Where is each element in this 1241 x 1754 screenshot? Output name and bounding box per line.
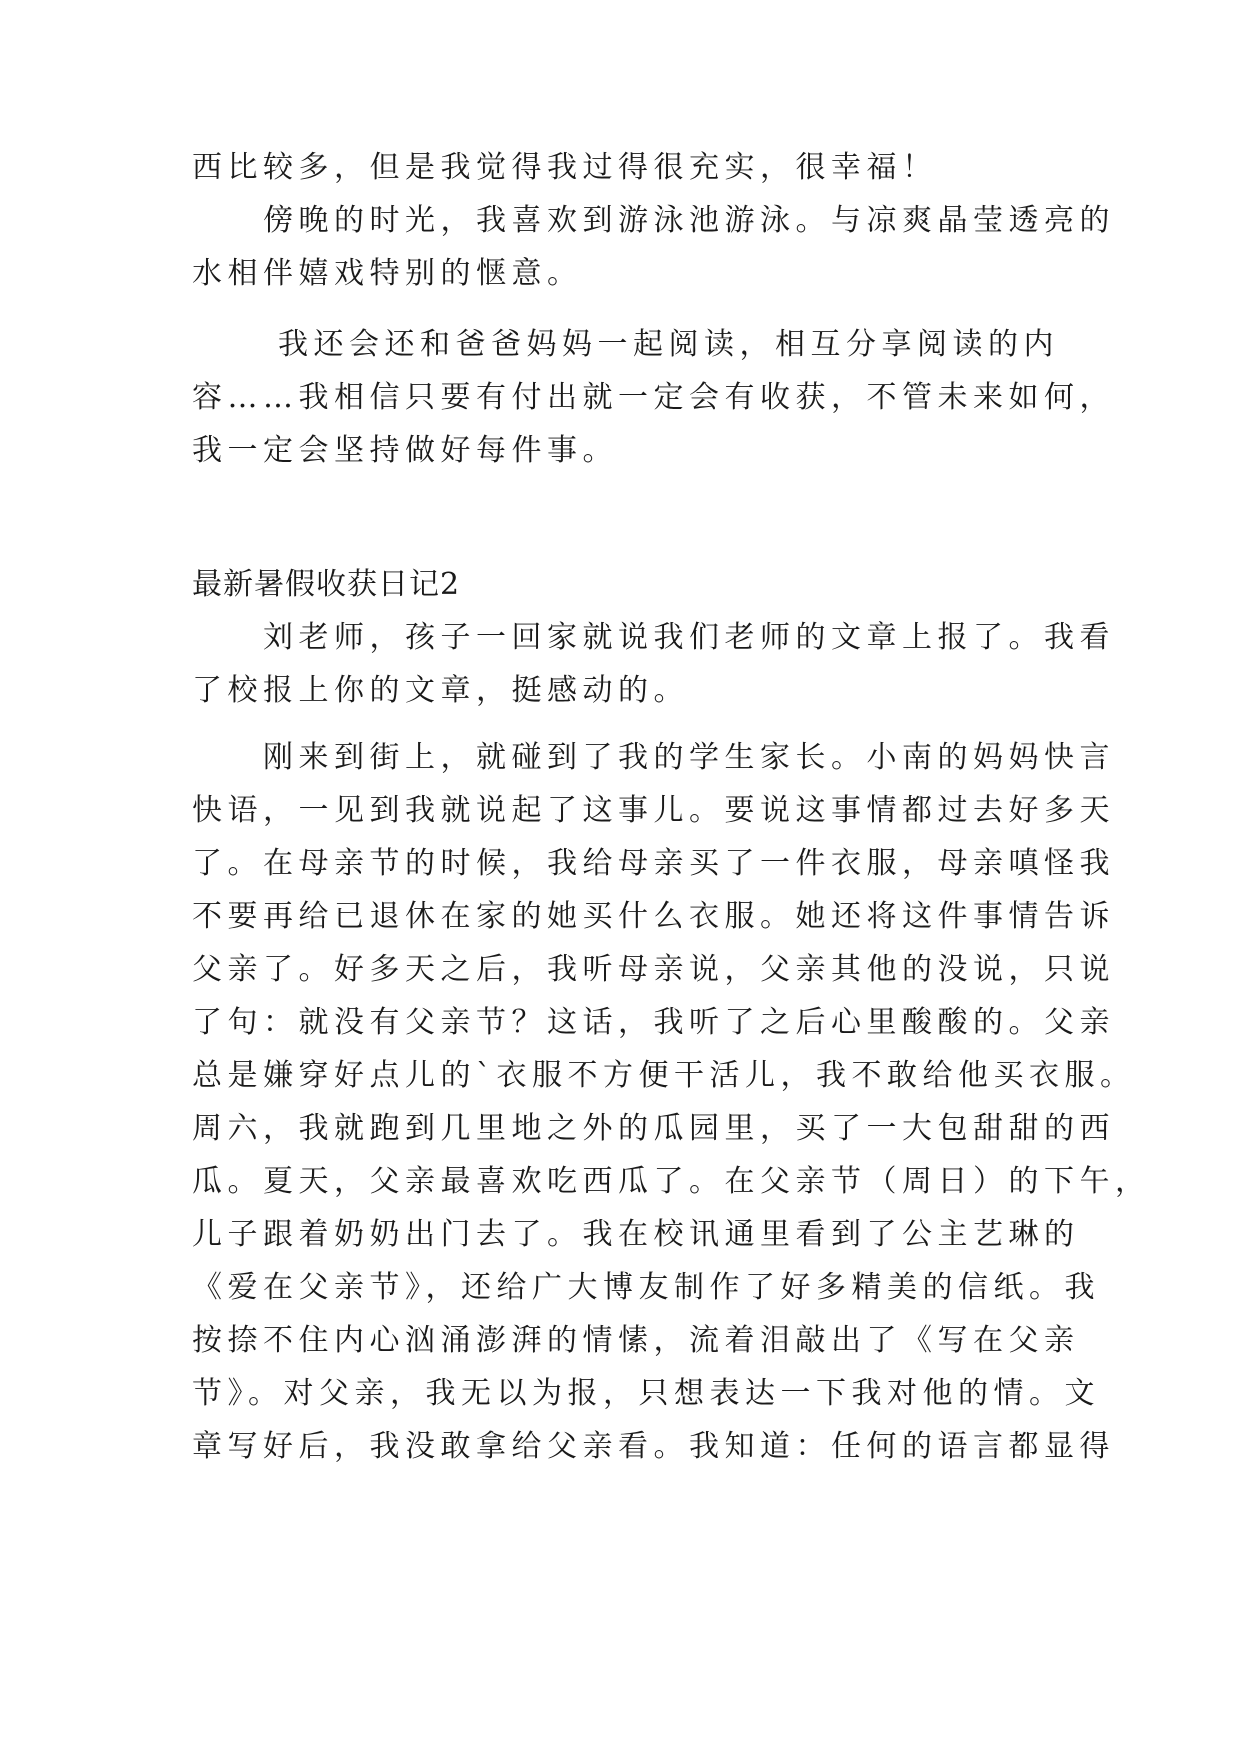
text-line: 刚来到街上，就碰到了我的学生家长。小南的妈妈快言 — [192, 740, 1115, 775]
text-line: 了校报上你的文章，挺感动的。 — [192, 673, 689, 708]
text-line: 《爱在父亲节》，还给广大博友制作了好多精美的信纸。我 — [192, 1270, 1100, 1305]
text-line: 快语，一见到我就说起了这事儿。要说这事情都过去好多天 — [192, 793, 1115, 828]
text-line: 我一定会坚持做好每件事。 — [192, 433, 618, 468]
text-line: 章写好后，我没敢拿给父亲看。我知道：任何的语言都显得 — [192, 1429, 1115, 1464]
text-line: 儿子跟着奶奶出门去了。我在校讯通里看到了公主艺琳的 — [192, 1217, 1080, 1252]
text-line: 节》。对父亲，我无以为报，只想表达一下我对他的情。文 — [192, 1376, 1100, 1411]
text-line: 总是嫌穿好点儿的`衣服不方便干活儿，我不敢给他买衣服。 — [192, 1058, 1136, 1093]
text-line: 水相伴嬉戏特别的惬意。 — [192, 256, 583, 291]
text-line: 不要再给已退休在家的她买什么衣服。她还将这件事情告诉 — [192, 899, 1115, 934]
text-line: 按捺不住内心汹涌澎湃的情愫，流着泪敲出了《写在父亲 — [192, 1323, 1080, 1358]
text-line: 西比较多，但是我觉得我过得很充实，很幸福！ — [192, 150, 938, 185]
text-line: 周六，我就跑到几里地之外的瓜园里，买了一大包甜甜的西 — [192, 1111, 1115, 1146]
text-line: 了。在母亲节的时候，我给母亲买了一件衣服，母亲嗔怪我 — [192, 846, 1115, 881]
section-heading: 最新暑假收获日记2 — [192, 567, 461, 602]
text-line: 傍晚的时光，我喜欢到游泳池游泳。与凉爽晶莹透亮的 — [192, 203, 1115, 238]
text-line: 瓜。夏天，父亲最喜欢吃西瓜了。在父亲节（周日）的下午， — [192, 1164, 1151, 1199]
text-line: 了句：就没有父亲节？这话，我听了之后心里酸酸的。父亲 — [192, 1005, 1115, 1040]
text-line: 我还会还和爸爸妈妈一起阅读，相互分享阅读的内 — [192, 327, 1060, 362]
text-line: 刘老师，孩子一回家就说我们老师的文章上报了。我看 — [192, 620, 1115, 655]
text-line: 容……我相信只要有付出就一定会有收获，不管未来如何， — [192, 380, 1115, 415]
text-line: 父亲了。好多天之后，我听母亲说，父亲其他的没说，只说 — [192, 952, 1115, 987]
